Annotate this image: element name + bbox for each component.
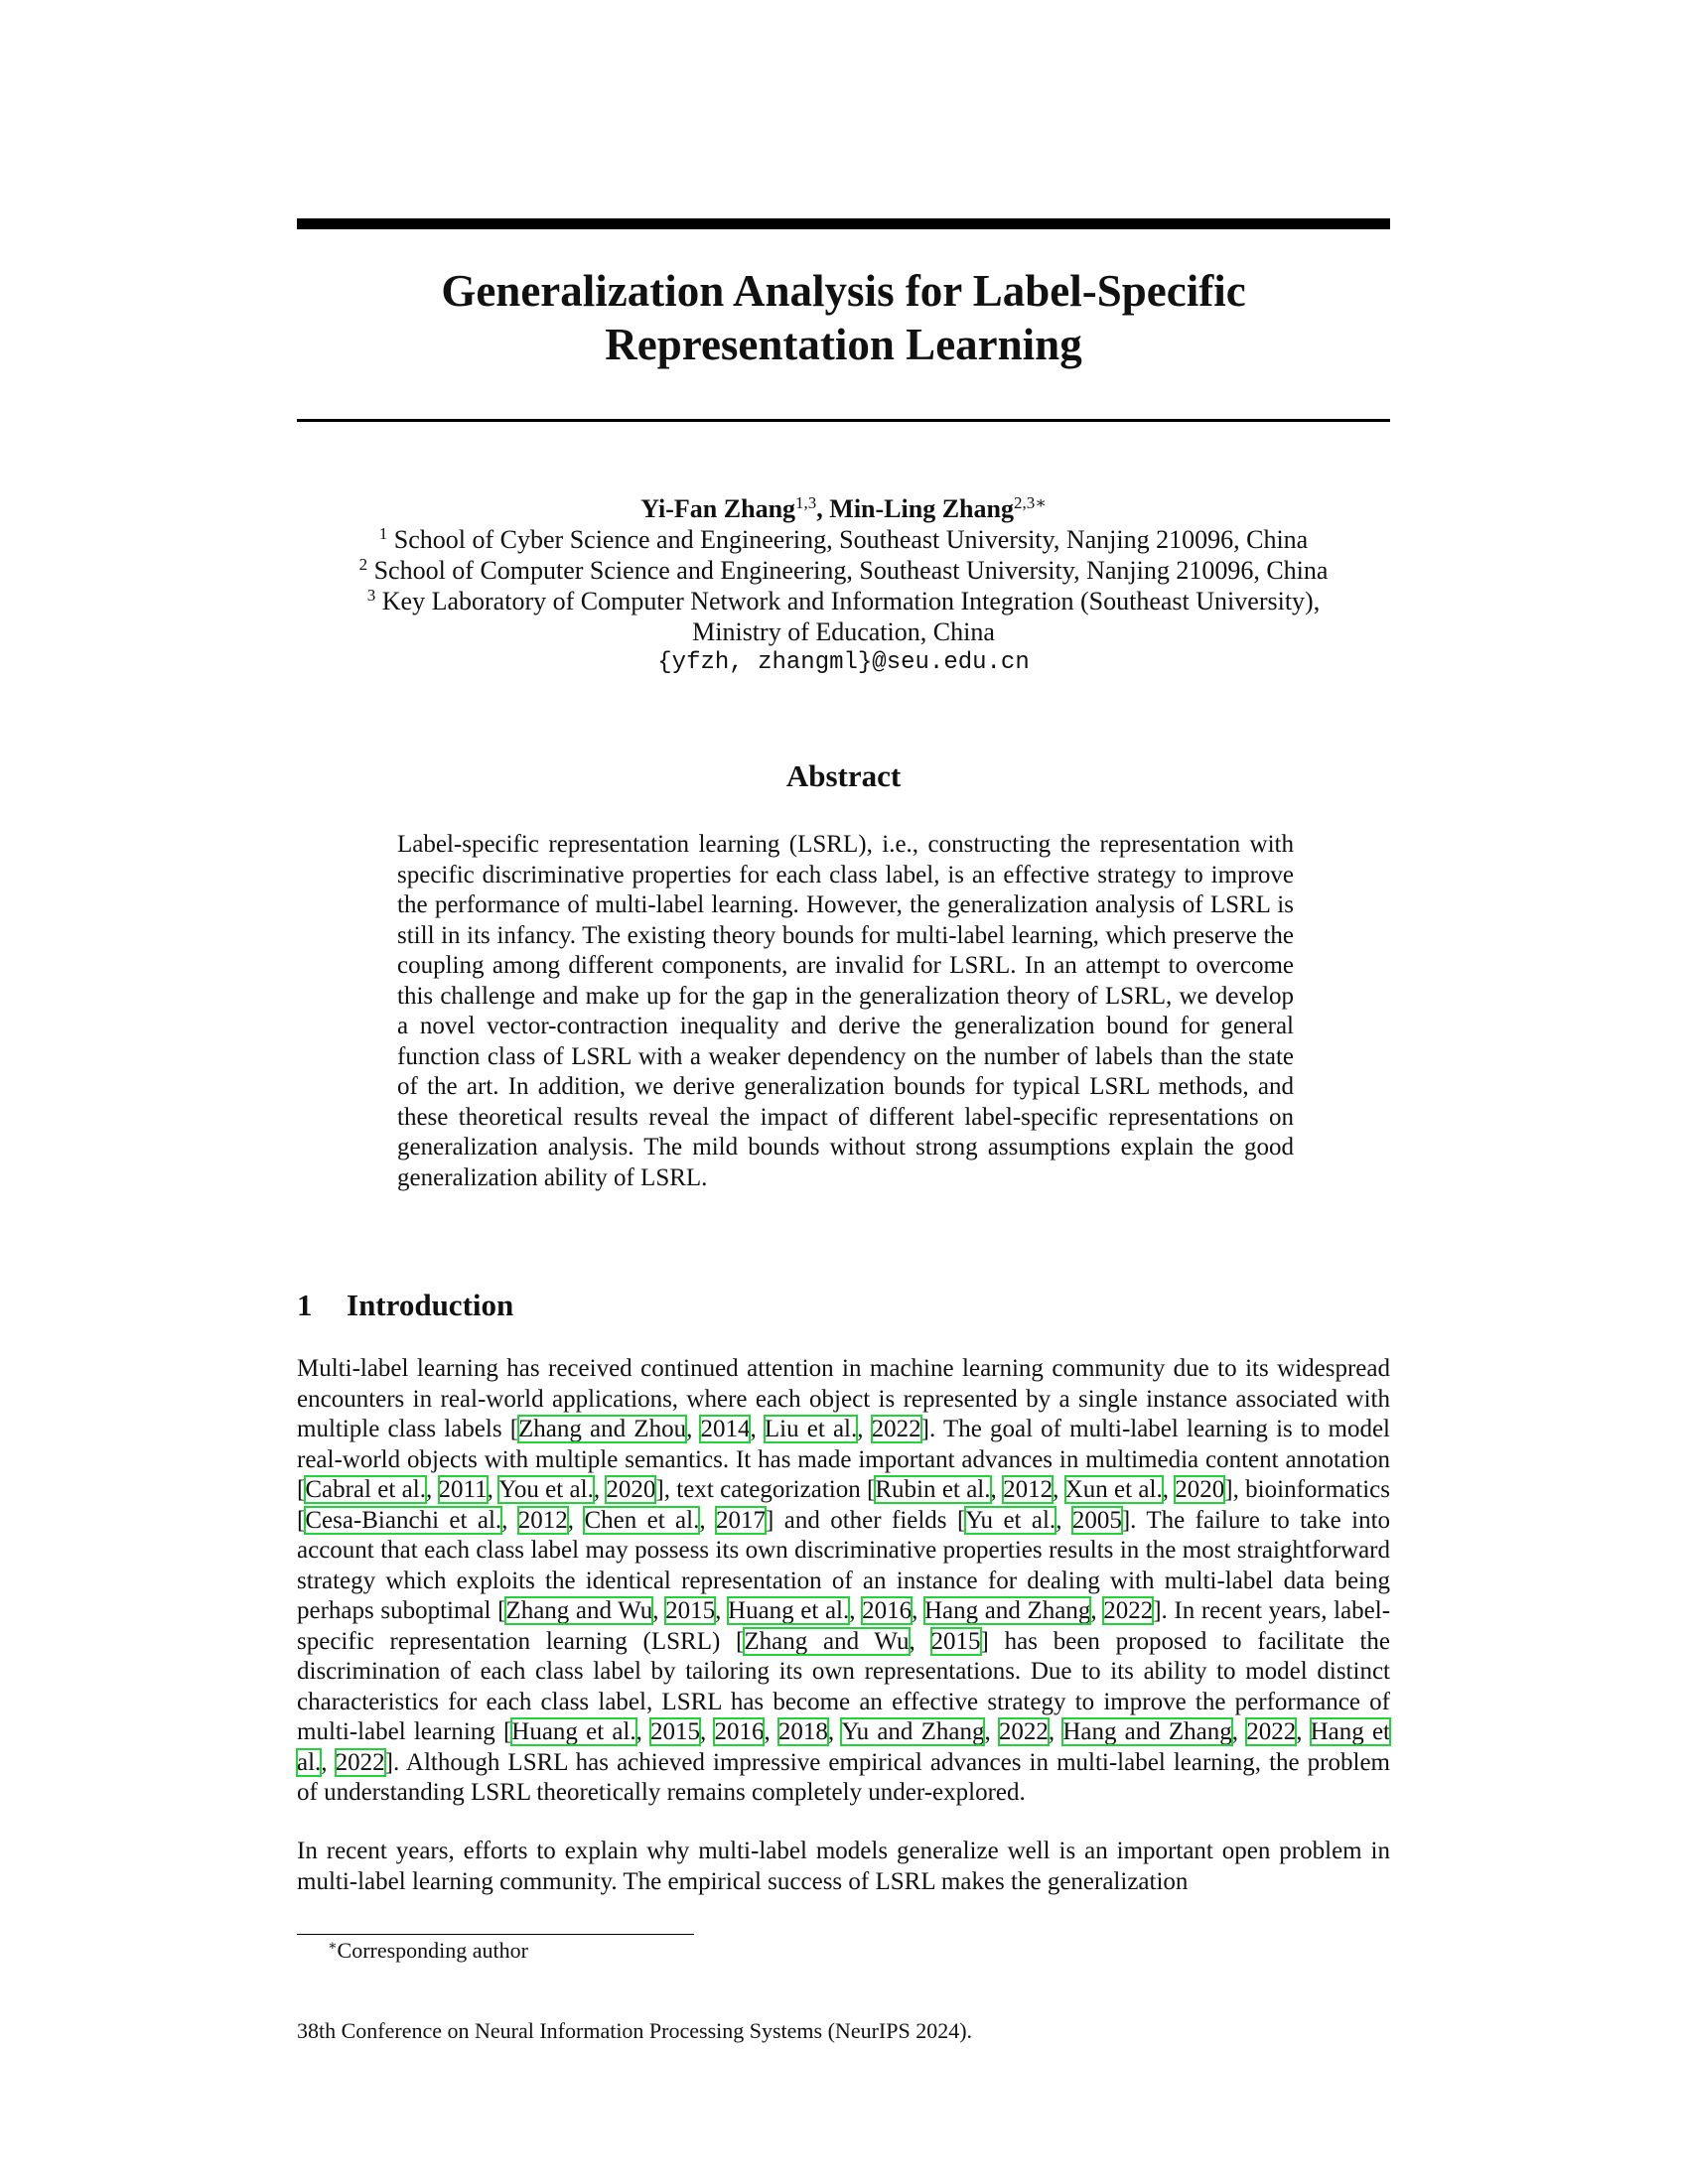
affiliation-2: $^2$ School of Computer Science and Engineering, Southeast University, Nanjing 210096, China: [358, 555, 1329, 585]
citation-link[interactable]: 2020: [606, 1476, 656, 1503]
citation-link[interactable]: Chen et al.: [584, 1506, 700, 1534]
top-thick-rule: [297, 218, 1390, 229]
citation-link[interactable]: 2014: [700, 1416, 751, 1442]
citation-link[interactable]: 2018: [777, 1718, 828, 1745]
title-bottom-rule: [297, 419, 1390, 422]
citation-link[interactable]: Cabral et al.: [305, 1476, 426, 1503]
author-names: Yi-Fan Zhang$^{1,3}$, Min-Ling Zhang$^{2,3∗}$: [640, 493, 1047, 523]
citation-link[interactable]: 2012: [1003, 1476, 1054, 1503]
footnote: [328, 1938, 528, 1964]
author-email: {yfzh, zhangml}@seu.edu.cn: [657, 649, 1030, 676]
author-1-name: Yi-Fan Zhang: [640, 494, 796, 523]
citation-link[interactable]: 2020: [1175, 1476, 1225, 1503]
intro-paragraph-1: Multi-label learning has received continued attention in machine learning community due to its widespread encounters in real-world applications, where each object is represented by a single instance associated with multiple class labels [Zhang and Zhou, 2014, Liu et al., 2022]. The goal of multi-label learning is to model real-world objects with multiple semantics. It has made important advances in multimedia content annotation [Cabral et al., 2011, You et al., 2020], text categorization [Rubin et al., 2012, Xun et al., 2020], bioinformatics [Cesa-Bianchi et al., 2012, Chen et al., 2017] and other fields [Yu et al., 2005]. The failure to take into account that each class label may possess its own discriminative properties results in the most straightforward strategy which exploits the identical representation of an instance for dealing with multi-label data being perhaps suboptimal [Zhang and Wu, 2015, Huang et al., 2016, Hang and Zhang, 2022]. In recent years, label-specific representation learning (LSRL) [Zhang and Wu, 2015] has been proposed to facilitate the discrimination of each class label by tailoring its own representations. Due to its ability to model distinct characteristics for each class label, LSRL has become an effective strategy to improve the performance of multi-label learning [Huang et al., 2015, 2016, 2018, Yu and Zhang, 2022, Hang and Zhang, 2022, Hang et al., 2022]. Although LSRL has achieved impressive empirical advances in multi-label learning, the problem of understanding LSRL theoretically remains completely under-explored.: [297, 1355, 1391, 1806]
citation-link[interactable]: Liu et al.: [764, 1416, 858, 1442]
citation-link[interactable]: 2012: [517, 1506, 568, 1534]
citation-link[interactable]: Hang and Zhang: [923, 1597, 1091, 1624]
citation-link[interactable]: 2022: [1103, 1597, 1154, 1624]
title-line-2: Representation Learning: [605, 320, 1082, 369]
section-title-text: Introduction: [347, 1288, 514, 1322]
citation-link[interactable]: Hang et al.: [297, 1718, 1390, 1776]
footnote-rule: [297, 1934, 694, 1935]
intro-paragraph-2: In recent years, efforts to explain why multi-label models generalize well is an important open problem in multi-label learning community. The empirical success of LSRL makes the generalization: [297, 1838, 1390, 1895]
citation-link[interactable]: Yu et al.: [965, 1506, 1056, 1534]
citation-link[interactable]: 2015: [930, 1627, 981, 1655]
footnote-mark: ∗: [328, 1939, 338, 1954]
citation-link[interactable]: Zhang and Wu: [505, 1597, 653, 1624]
author-2-name: Min-Ling Zhang: [829, 494, 1014, 523]
citation-link[interactable]: Zhang and Zhou: [518, 1416, 687, 1442]
abstract-text: Label-specific representation learning (LSRL), i.e., constructing the representation with specific discriminative properties for each class label, is an effective strategy to improve the performance of multi-label learning. However, the generalization analysis of LSRL is still in its infancy. The existing theory bounds for multi-label learning, which preserve the coupling among different components, are invalid for LSRL. In an attempt to overcome this challenge and make up for the gap in the generalization theory of LSRL, we develop a novel vector-contraction inequality and derive the generalization bound for general function class of LSRL with a weaker dependency on the number of labels than the state of the art. In addition, we derive generalization bounds for typical LSRL methods, and these theoretical results reveal the impact of different label-specific representations on generalization analysis. The mild bounds without strong assumptions explain the good generalization ability of LSRL.: [397, 831, 1294, 1191]
citation-link[interactable]: 2017: [716, 1506, 767, 1534]
citation-link[interactable]: Hang and Zhang: [1062, 1718, 1232, 1745]
citation-link[interactable]: 2022: [871, 1416, 921, 1442]
citation-link[interactable]: Yu and Zhang: [841, 1718, 985, 1745]
title-line-1: Generalization Analysis for Label-Specific: [441, 266, 1246, 316]
citation-link[interactable]: Huang et al.: [511, 1718, 636, 1745]
citation-link[interactable]: 2022: [998, 1718, 1049, 1745]
section-heading-introduction: [297, 1288, 513, 1323]
citation-link[interactable]: 2022: [1246, 1718, 1297, 1745]
affiliation-1: $^1$ School of Cyber Science and Engineering, Southeast University, Nanjing 210096, China: [378, 524, 1309, 554]
author-2-affil: 2,3∗: [1013, 493, 1047, 512]
citation-link[interactable]: 2011: [438, 1476, 488, 1503]
citation-link[interactable]: 2016: [862, 1597, 913, 1624]
abstract-heading: Abstract: [785, 758, 902, 793]
citation-link[interactable]: Rubin et al.: [875, 1476, 991, 1503]
citation-link[interactable]: 2016: [714, 1718, 765, 1745]
citation-link[interactable]: Huang et al.: [728, 1597, 850, 1624]
footnote-text: Corresponding author: [337, 1938, 528, 1963]
citation-link[interactable]: Zhang and Wu: [744, 1627, 910, 1655]
affiliation-3: $^3$ Key Laboratory of Computer Network and Information Integration (Southeast University),: [366, 586, 1321, 615]
venue-footer: 38th Conference on Neural Information Processing Systems (NeurIPS 2024).: [297, 2018, 973, 2043]
author-block: [297, 493, 1390, 678]
citation-link[interactable]: 2022: [335, 1748, 385, 1776]
citation-link[interactable]: You et al.: [498, 1476, 594, 1503]
affiliation-3-continued: Ministry of Education, China: [692, 617, 995, 646]
author-1-affil: 1,3: [795, 493, 817, 512]
citation-link[interactable]: Cesa-Bianchi et al.: [305, 1506, 502, 1534]
section-number: 1: [297, 1288, 313, 1322]
citation-link[interactable]: 2005: [1071, 1506, 1122, 1534]
citation-link[interactable]: 2015: [650, 1718, 701, 1745]
citation-link[interactable]: Xun et al.: [1064, 1476, 1163, 1503]
citation-link[interactable]: 2015: [665, 1597, 716, 1624]
paper-title: [297, 264, 1390, 371]
